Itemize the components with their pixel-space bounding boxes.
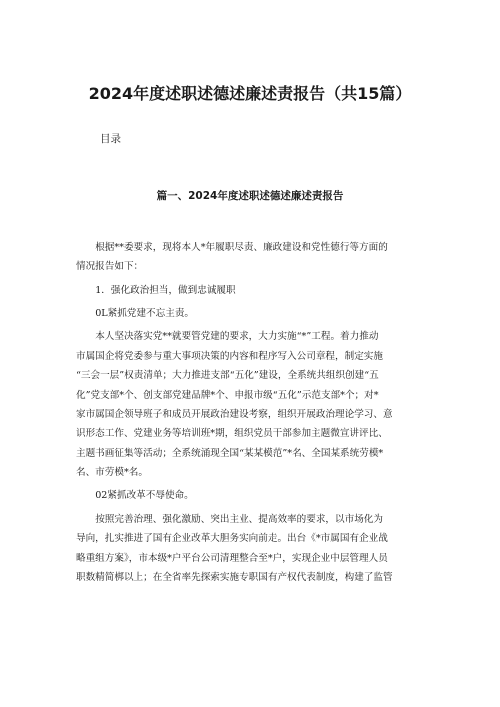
paragraph-subheading-01	[76, 304, 428, 323]
text-line: 导向，扎实推进了国有企业改革大胆务实向前走。出台《*市属国有企业战	[76, 533, 388, 545]
text-line: 1．强化政治担当，做到忠诚履职	[95, 284, 236, 296]
text-line: 主题书画征集等活动；全系统涌现全国“某某模范”*名、全国某系统劳模*	[76, 447, 384, 459]
paragraph-heading-1	[76, 281, 428, 300]
text-line: 02紧抓改革不辱使命。	[95, 490, 194, 502]
text-line: 家市属国企领导班子和成员开展政治建设考察，组织开展政治理论学习、意	[76, 408, 393, 420]
section-title: 篇一、2024年度述职述德述廉述责报告	[156, 190, 344, 202]
document-title: 2024年度述职述德述廉述责报告（共15篇）	[88, 84, 412, 103]
paragraph-subheading-02	[76, 486, 428, 505]
paragraph-reform	[76, 510, 428, 588]
text-line: 0L紧抓党建不忘主责。	[95, 308, 195, 319]
text-line: 略重组方案》，市本级*户平台公司清理整合至*户，实现企业中层管理人员	[76, 552, 388, 564]
text-line: 根据**委要求，现将本人*年履职尽责、廉政建设和党性德行等方面的	[95, 242, 388, 253]
toc-label: 目录	[100, 133, 121, 145]
paragraph-intro	[76, 238, 428, 277]
text-line: 名、市劳模*名。	[76, 467, 148, 479]
text-line: “三会一层”权责清单；大力推进支部“五化”建设，全系统共组织创建“五	[76, 370, 379, 382]
text-line: 按照完善治理、强化激励、突出主业、提高效率的要求，以市场化为	[95, 513, 383, 525]
text-line: 情况报告如下：	[76, 261, 144, 273]
text-line: 市属国企将党委参与重大事项决策的内容和程序写入公司章程，制定实施	[76, 350, 383, 362]
text-line: 化”党支部*个、创支部党建品牌*个、申报市级“五化”示范支部*个；对*	[76, 389, 379, 401]
text-line: 识形态工作、党建业务等培训班*期，组织党员干部参加主题微宣讲评比、	[76, 428, 388, 440]
text-line: 职数精简梆以上；在全省率先探索实施专职国有产权代表制度，构建了监管	[76, 571, 393, 583]
text-line: 本人坚决落实党**就要管党建的要求，大力实施“*”工程。着力推动	[95, 331, 379, 343]
document-body	[76, 238, 428, 591]
paragraph-party-building	[76, 327, 428, 482]
